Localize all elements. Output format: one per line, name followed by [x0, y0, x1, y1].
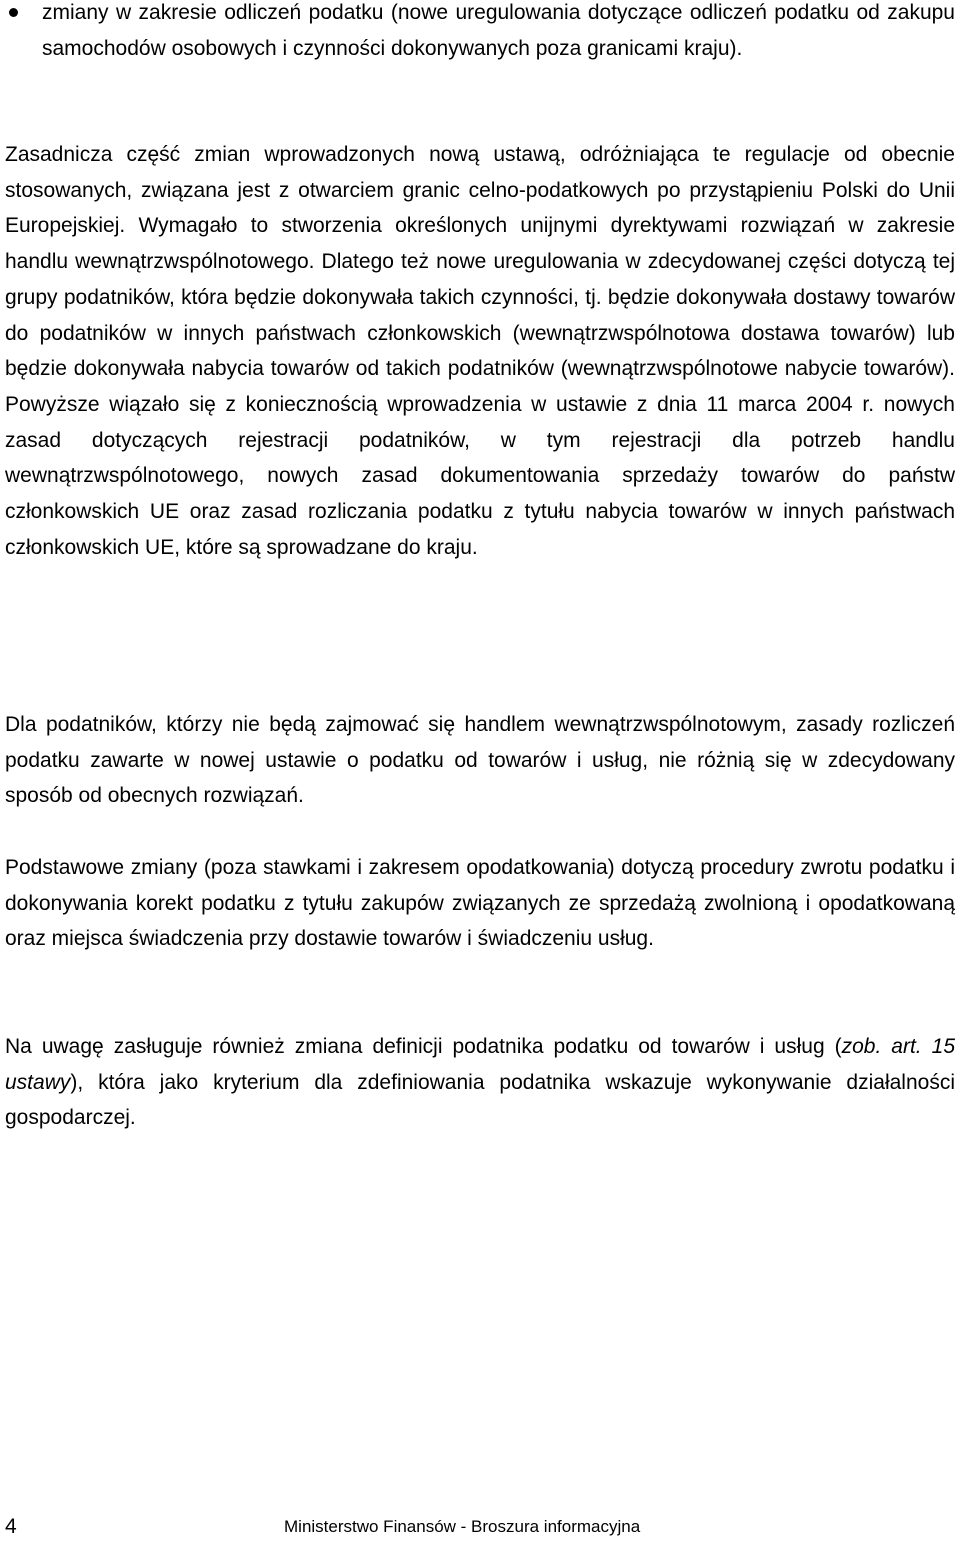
- paragraph-basic-changes: Podstawowe zmiany (poza stawkami i zakresem opodatkowania) dotyczą procedury zwrotu podatku i dokonywania korekt podatku z tytułu zakupów związanych ze sprzedażą zwolnioną i opodatkowaną oraz miejsca świadczenia przy dostawie towarów i świadczeniu usług.: [5, 856, 955, 951]
- bullet-text: zmiany w zakresie odliczeń podatku (nowe uregulowania dotyczące odliczeń podatku od zakupu samochodów osobowych i czynności dokonywanych poza granicami kraju).: [42, 1, 955, 60]
- page-footer: [0, 1512, 960, 1542]
- page-number: 4: [5, 1515, 17, 1538]
- paragraph-text-before: Na uwagę zasługuje również zmiana definicji podatnika podatku od towarów i usług (: [5, 1035, 842, 1058]
- bullet-icon: [9, 8, 18, 17]
- paragraph-text-after: ), która jako kryterium dla zdefiniowania podatnika wskazuje wykonywanie działalności gospodarczej.: [5, 1070, 955, 1130]
- footer-publisher-text: Ministerstwo Finansów - Broszura informacyjna: [284, 1517, 641, 1536]
- paragraph-taxpayer-definition: [5, 1029, 955, 1136]
- paragraph-main-changes: Zasadnicza część zmian wprowadzonych nową ustawą, odróżniająca te regulacje od obecnie stosowanych, związana jest z otwarciem granic celno-podatkowych po przystąpieniu Polski do Unii Europejskiej. Wymagało to stworzenia określonych unijnymi dyrektywami rozwiązań w zakresie handlu wewnątrzwspólnotowego. Dlatego też nowe uregulowania w zdecydowanej części dotyczą tej grupy podatników, która będzie dokonywała takich czynności, tj. będzie dokonywała dostawy towarów do podatników w innych państwach członkowskich (wewnątrzwspólnotowa dostawa towarów) lub będzie dokonywała nabycia towarów od takich podatników (wewnątrzwspólnotowe nabycie towarów). Powyższe wiązało się z koniecznością wprowadzenia w ustawie z dnia 11 marca 2004 r. nowych zasad dotyczących rejestracji podatników, w tym rejestracji dla potrzeb handlu wewnątrzwspólnotowego, nowych zasad dokumentowania sprzedaży towarów do państw członkowskich UE oraz zasad rozliczania podatku z tytułu nabycia towarów w innych państwach członkowskich UE, które są sprowadzane do kraju.: [5, 143, 955, 559]
- legal-reference: zob. art. 15 ustawy: [5, 1035, 955, 1094]
- paragraph-other-taxpayers: Dla podatników, którzy nie będą zajmować się handlem wewnątrzwspólnotowym, zasady rozliczeń podatku zawarte w nowej ustawie o podatku od towarów i usług, nie różnią się w zdecydowany sposób od obecnych rozwiązań.: [5, 713, 955, 808]
